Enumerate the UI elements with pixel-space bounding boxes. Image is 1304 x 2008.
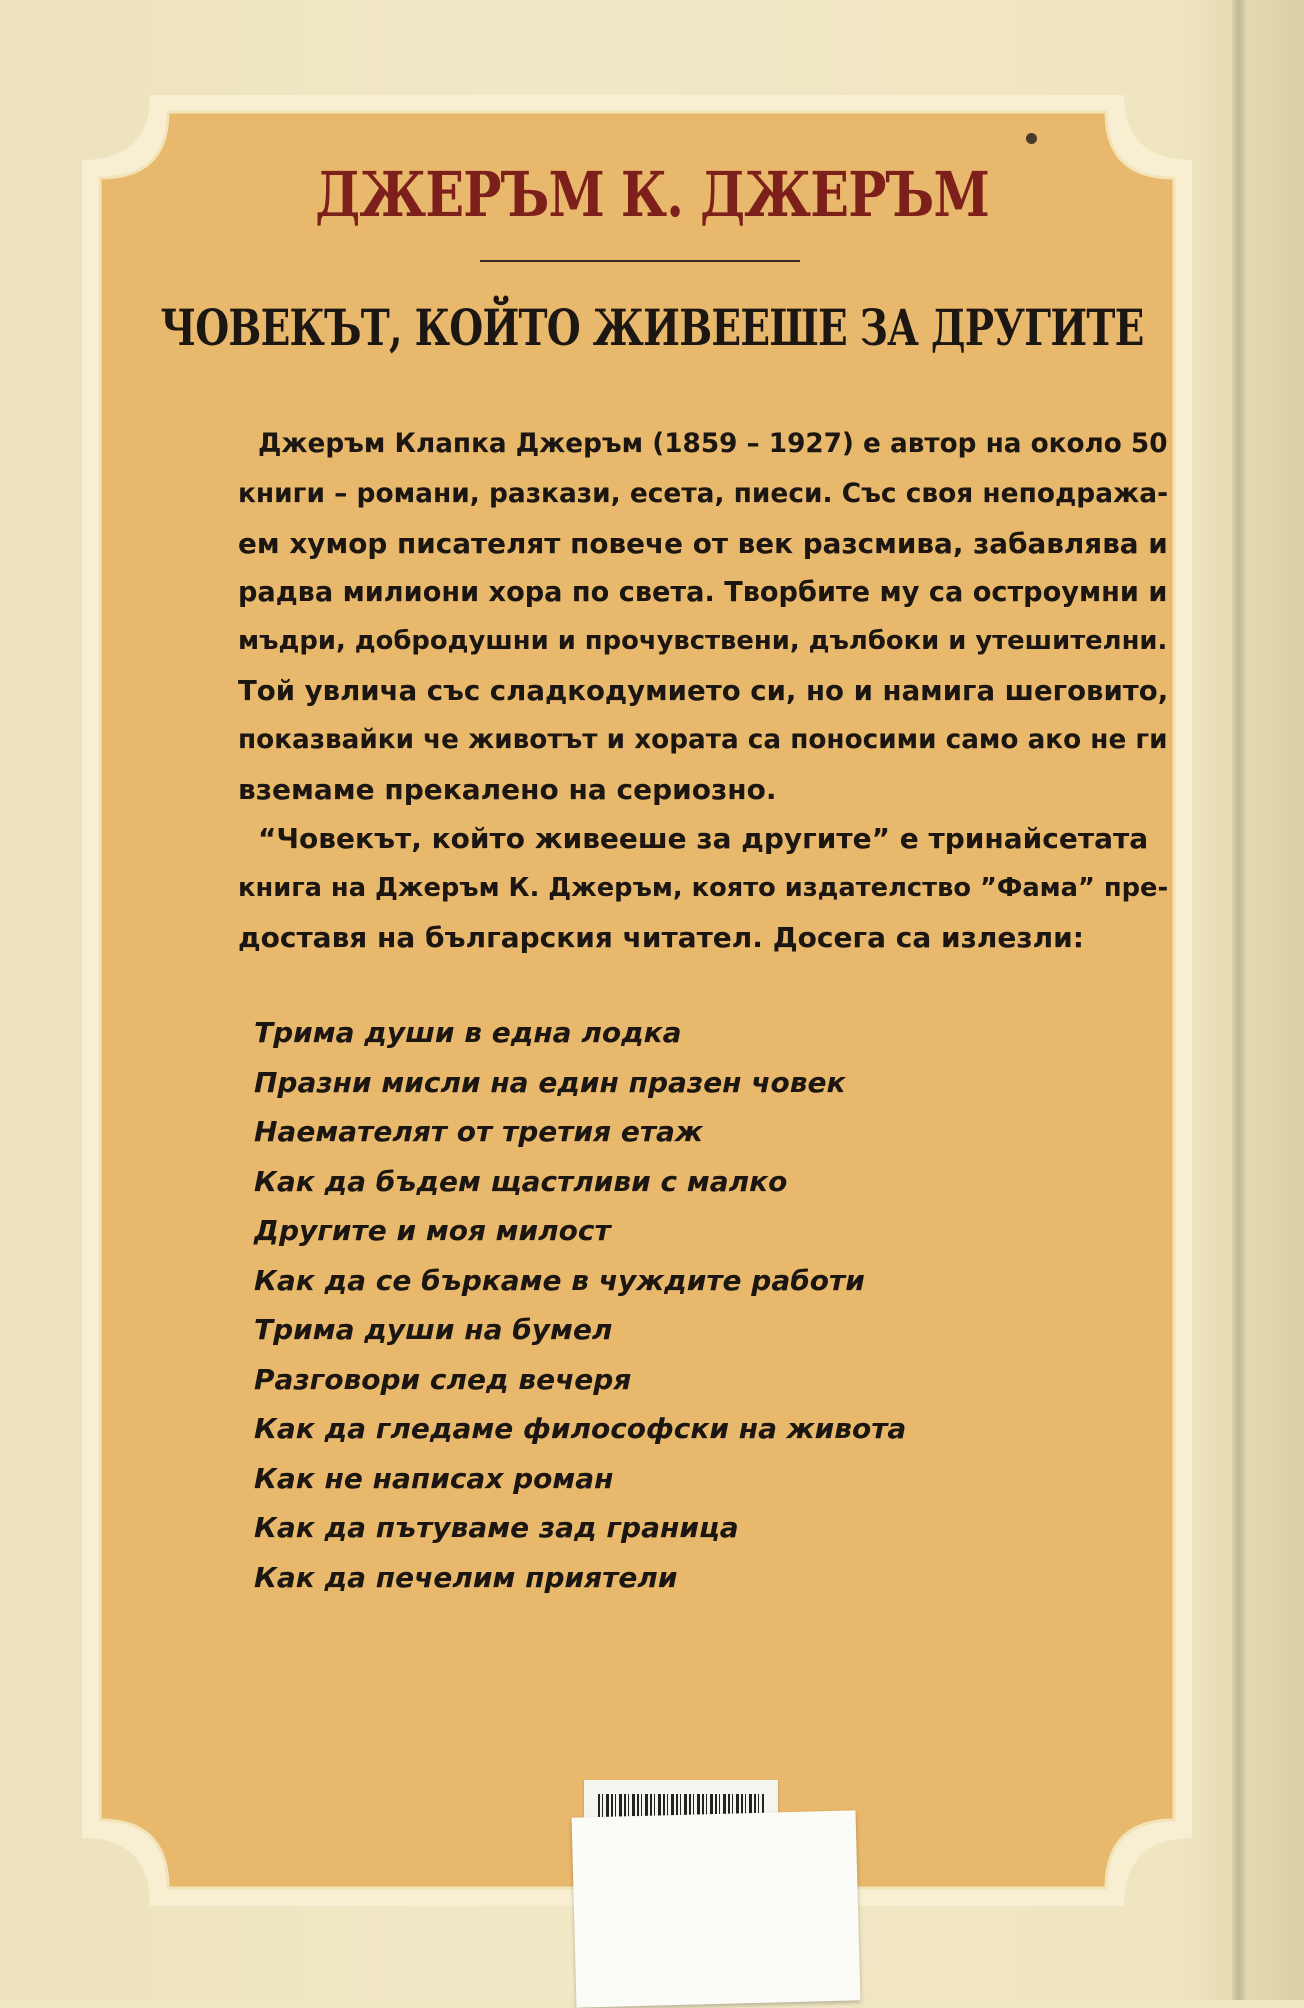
description	[238, 420, 1168, 962]
book-item: Наемателят от третия етаж	[254, 1115, 703, 1148]
blank-label-sticker	[572, 1810, 861, 2007]
para1-line: Джеръм Клапка Джеръм (1859 – 1927) е автор на около 50	[258, 429, 1168, 459]
book-item: Как не написах роман	[254, 1461, 614, 1495]
para2-line: “Човекът, който живееше за другите” е тринайсетата	[258, 822, 1149, 856]
frame-panel	[100, 112, 1174, 1888]
book-item: Как да печелим приятели	[254, 1560, 678, 1594]
title-divider	[480, 260, 800, 262]
speck	[1026, 133, 1037, 144]
book-item: Как да се бъркаме в чуждите работи	[254, 1263, 865, 1297]
book-title: ЧОВЕКЪТ, КОЙТО ЖИВЕЕШЕ ЗА ДРУГИТЕ	[160, 298, 1144, 357]
para1-line: книги – романи, разкази, есета, пиеси. Със своя неподража-	[238, 478, 1169, 510]
para1-line: вземаме прекалено на сериозно.	[238, 773, 777, 807]
para1-line: ем хумор писателят повече от век разсмива, забавлява и	[238, 526, 1168, 560]
para2-line: доставя на българския читател. Досега са излезли:	[238, 920, 1084, 954]
para2-line: книга на Джеръм К. Джеръм, която издателство ”Фама” пре-	[238, 872, 1169, 903]
book-item: Как да бъдем щастливи с малко	[254, 1164, 788, 1198]
book-item: Трима души на бумел	[254, 1313, 613, 1346]
para1-line: Той увлича със сладкодумието си, но и намига шеговито,	[238, 674, 1169, 708]
para1-line: мъдри, добродушни и прочувствени, дълбоки и утешителни.	[238, 626, 1168, 657]
para1-line: показвайки че животът и хората са поносими само ако не ги	[238, 724, 1168, 755]
book-item: Как да пътуваме зад граница	[254, 1511, 739, 1544]
books-list	[254, 1008, 954, 1602]
book-item: Празни мисли на един празен човек	[254, 1065, 846, 1099]
book-item: Разговори след вечеря	[254, 1362, 632, 1396]
para1-line: радва милиони хора по света. Творбите му са остроумни и	[238, 576, 1168, 608]
author-name: ДЖЕРЪМ К. ДЖЕРЪМ	[315, 158, 989, 231]
book-item: Как да гледаме философски на живота	[254, 1412, 907, 1445]
book-item: Другите и моя милост	[254, 1214, 611, 1247]
book-item: Трима души в една лодка	[254, 1016, 682, 1049]
